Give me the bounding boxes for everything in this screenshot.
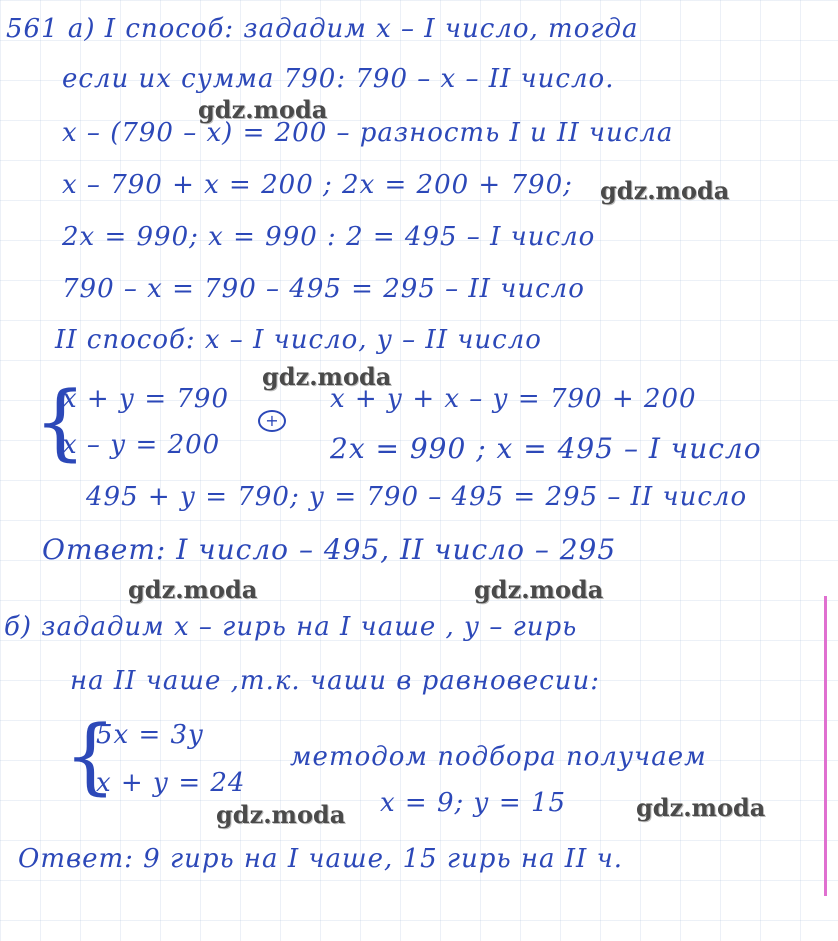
text-line-16: 5х = 3у xyxy=(96,720,205,750)
text-line-1: 561 а) I способ: зададим х – I число, тогда xyxy=(6,14,639,44)
text-line-8: х + у = 790 xyxy=(62,384,229,414)
text-line-10: х – у = 200 xyxy=(62,430,221,460)
text-line-18: х + у = 24 xyxy=(96,768,246,798)
text-line-11: 2х = 990 ; х = 495 – I число xyxy=(330,432,762,465)
text-line-15: на II чаше ,т.к. чаши в равновесии: xyxy=(70,666,600,696)
text-line-5: 2х = 990; х = 990 : 2 = 495 – I число xyxy=(62,222,596,252)
text-line-6: 790 – х = 790 – 495 = 295 – II число xyxy=(62,274,585,304)
watermark: gdz.moda xyxy=(216,800,346,829)
text-line-13: Ответ: I число – 495, II число – 295 xyxy=(42,533,617,566)
text-line-7: II способ: х – I число, у – II число xyxy=(55,325,542,355)
watermark: gdz.moda xyxy=(636,793,766,822)
margin-line xyxy=(824,596,827,896)
text-line-3: х – (790 – х) = 200 – разность I и II числа xyxy=(62,118,674,148)
watermark: gdz.moda xyxy=(600,176,730,205)
text-line-14: б) зададим х – гирь на I чаше , у – гирь xyxy=(4,612,578,642)
text-line-12: 495 + у = 790; у = 790 – 495 = 295 – II число xyxy=(86,482,748,512)
watermark: gdz.moda xyxy=(198,95,328,124)
text-line-20: Ответ: 9 гирь на I чаше, 15 гирь на II ч. xyxy=(18,844,624,874)
watermark: gdz.moda xyxy=(128,575,258,604)
system-brace-2: { xyxy=(64,709,117,804)
watermark: gdz.moda xyxy=(262,362,392,391)
text-line-17: методом подбора получаем xyxy=(290,742,707,772)
text-line-2: если их сумма 790: 790 – х – II число. xyxy=(62,64,615,94)
text-line-4: х – 790 + х = 200 ; 2х = 200 + 790; xyxy=(62,170,573,200)
text-line-19: х = 9; у = 15 xyxy=(380,788,567,818)
system-brace-1: { xyxy=(34,375,87,470)
circled-plus-sign: + xyxy=(258,410,286,432)
text-line-9: х + у + х – у = 790 + 200 xyxy=(330,384,697,414)
watermark: gdz.moda xyxy=(474,575,604,604)
